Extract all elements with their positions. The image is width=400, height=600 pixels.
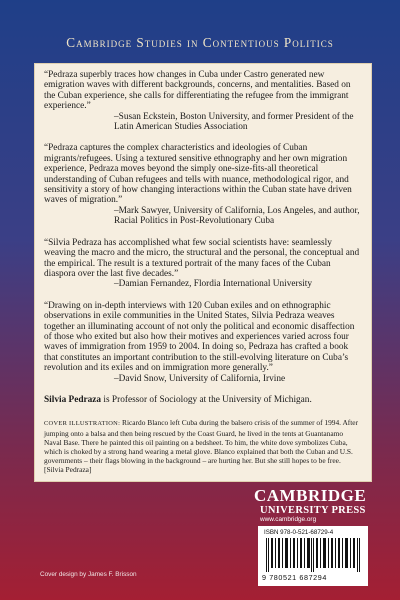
quote-attribution: –David Snow, University of California, Irvine (114, 373, 286, 384)
barcode-box (258, 526, 368, 586)
quote-text: “Pedraza superbly traces how changes in Cuba under Castro generated new emigration waves with different backgrounds, concerns, and mentalities. Based on the Cuban experience, she calls for differentiating the refugee from the immigrant experience.” (44, 70, 351, 112)
quote-block (44, 301, 362, 384)
blurb-content (44, 70, 362, 475)
publisher-name: CAMBRIDGE (254, 486, 367, 505)
quote-block (44, 238, 362, 290)
author-name: Silvia Pedraza (44, 394, 102, 405)
barcode-icon (266, 538, 360, 572)
cover-illustration-label: COVER ILLUSTRATION: (44, 420, 121, 428)
cover-design-credit: Cover design by James F. Brisson (40, 571, 137, 578)
author-bio (44, 395, 362, 405)
series-title: Cambridge Studies in Contentious Politics (66, 35, 334, 50)
isbn-label: ISBN 978-0-521-68729-4 (264, 529, 334, 536)
quote-attribution: –Damian Fernandez, Flordia International University (114, 279, 313, 290)
quote-attribution: –Susan Eckstein, Boston University, and former President of the Latin American Studies Association (114, 111, 354, 133)
quote-text: “Silvia Pedraza has accomplished what few social scientists have: seamlessly weaving the macro and the micro, the structural and the personal, the conceptual and the empirical. The result is a textured portrait of the many faces of the Cuban diaspora over the last five decades.” (44, 237, 360, 279)
publisher-url: www.cambridge.org (260, 516, 317, 523)
quote-attribution: –Mark Sawyer, University of California, Los Angeles, and author, Racial Politics in Post-Revolutionary Cuba (114, 205, 360, 227)
author-bio-text: is Professor of Sociology at the University of Michigan. (101, 394, 312, 405)
publisher-subtitle: UNIVERSITY PRESS (260, 505, 366, 516)
quote-text: “Drawing on in-depth interviews with 120 Cuban exiles and on ethnographic observations in exile communities in the United States, Silvia Pedraza weaves together an illuminating account of not only the political and economic disaffection of those who exited but also how their motives and experiences varied across four waves of immigration from 1959 to 2004. In doing so, Pedraza has crafted a book that constitutes an important contribution to the still-evolving literature on Cuba’s revolution and its exiles and on immigration more generally.” (44, 300, 355, 374)
quote-block (44, 70, 362, 132)
cover-illustration-note (44, 418, 362, 474)
publisher-logo (254, 487, 374, 524)
quote-text: “Pedraza captures the complex characteristics and ideologies of Cuban migrants/refugees. Using a textured sensitive ethnography and her own migration experience, Pedraza moves beyond the simply one-size-fits-all theoretical understanding of Cuban refugees and tells with nuance, methodological rigor, and sensitivity a story of how changing interactions within the Cuban state have driven waves of migration.” (44, 143, 352, 206)
barcode-number: 9 780521 687294 (262, 573, 327, 582)
quote-block (44, 143, 362, 226)
cover-illustration-text: Ricardo Blanco left Cuba during the balsero crisis of the summer of 1994. After jumping onto a balsa and then being rescued by the Coast Guard, he lived in the tents at Guantanamo Naval Base. There he painted this oil painting on a bedsheet. To him, the white dove symbolizes Cuba, which is choked by a strong hand wearing a metal glove. Blanco explained that both the Cuban and U.S. governments – their flags blowing in the background – are hurting her. But she still hopes to be free. [Silvia Pedraza] (44, 418, 359, 475)
